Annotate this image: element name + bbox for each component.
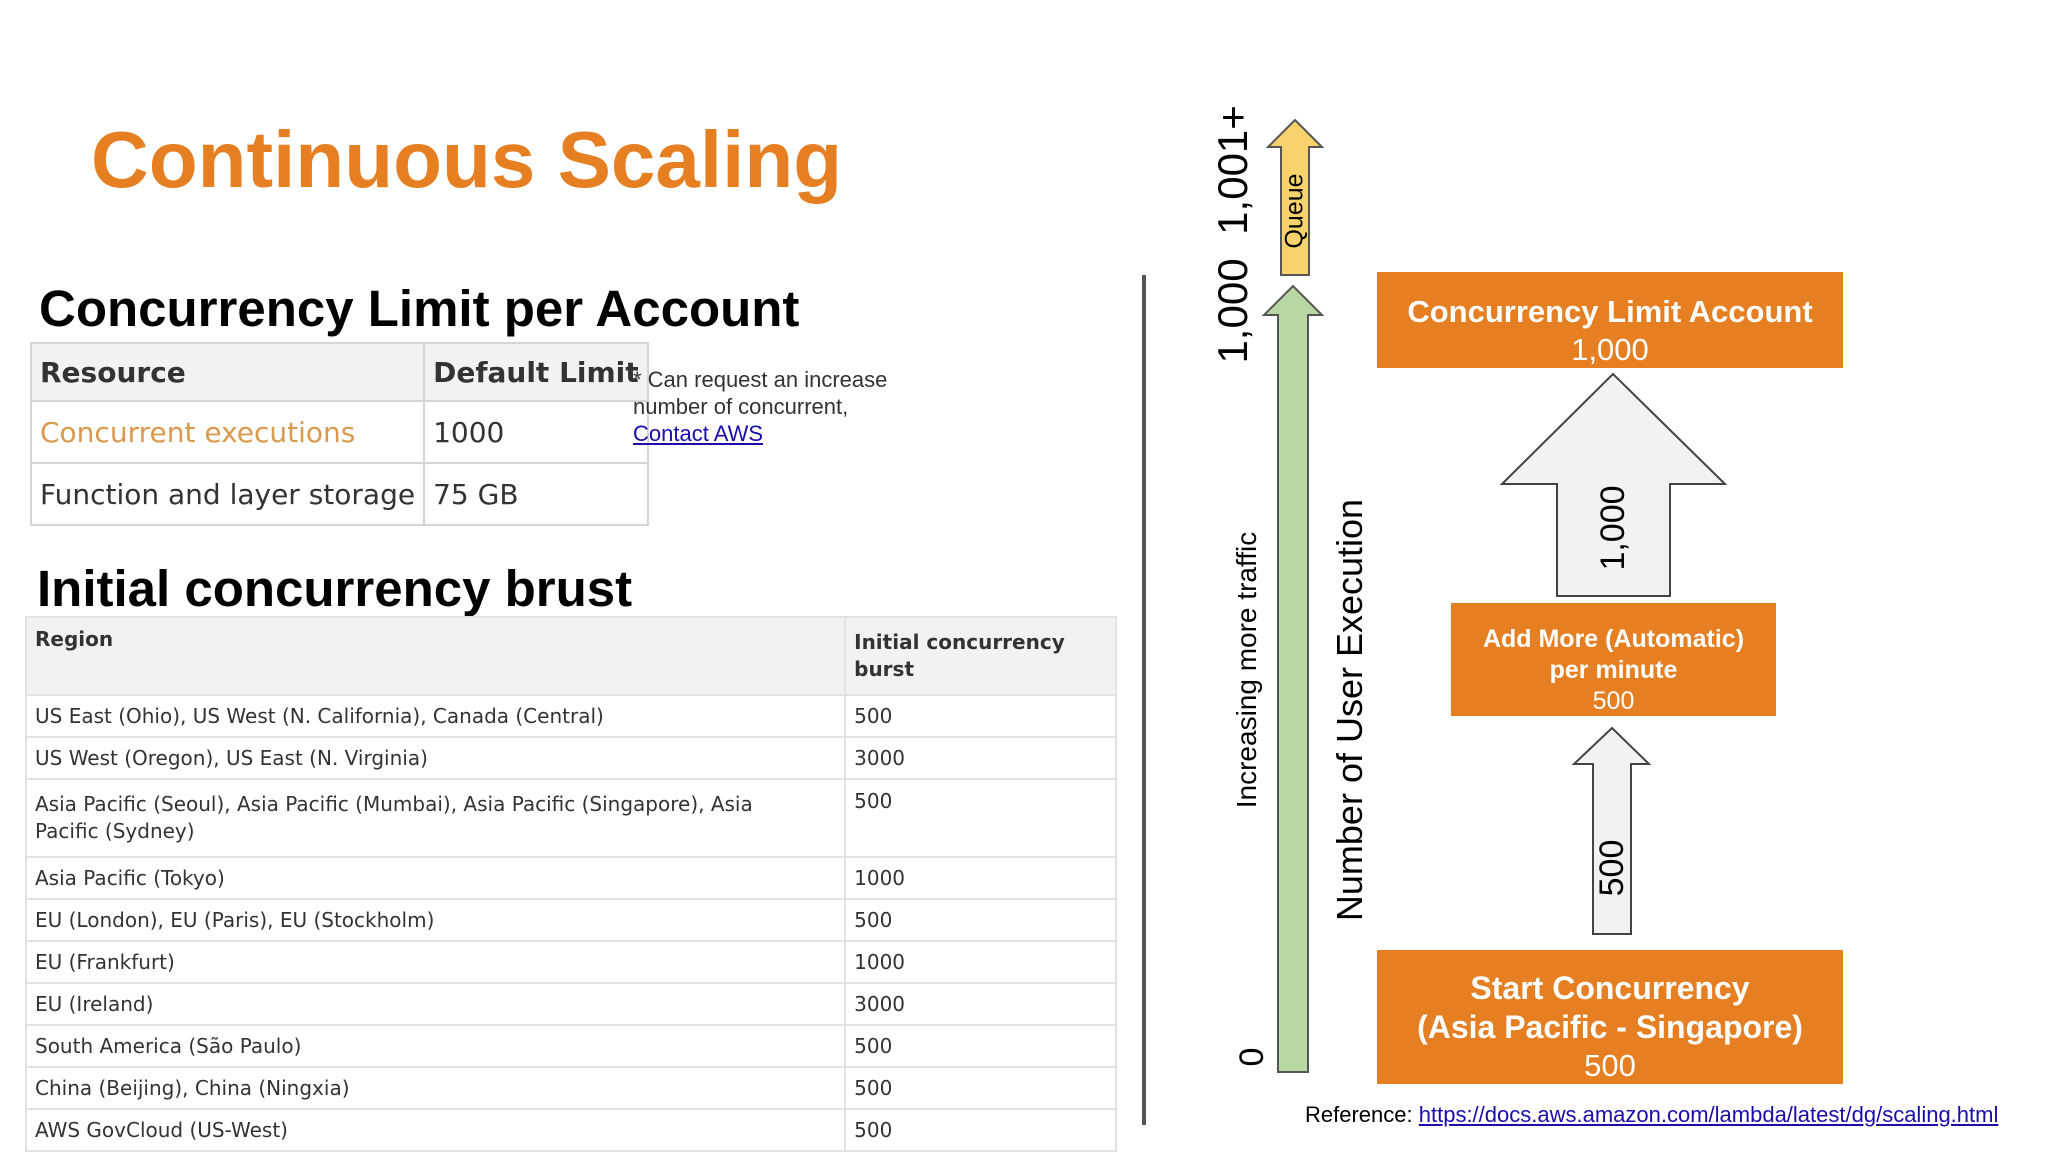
table-cell: 1000 — [845, 941, 1116, 983]
user-execution-label: Number of User Execution — [1329, 498, 1370, 922]
table-cell: US East (Ohio), US West (N. California), Canada (Central) — [26, 695, 845, 737]
note-line: number of concurrent, — [633, 394, 849, 419]
box-value: 1,000 — [1571, 332, 1649, 367]
start-concurrency-box — [1377, 950, 1843, 1084]
axis-label-mid: 1,000 — [1209, 258, 1256, 364]
box-title: per minute — [1549, 656, 1678, 684]
box-value: 500 — [1584, 1048, 1636, 1083]
axis-label-zero: 0 — [1233, 1047, 1271, 1067]
box-title: Start Concurrency — [1470, 970, 1750, 1006]
table-cell: 75 GB — [424, 463, 648, 525]
column-header: Default Limit — [424, 343, 648, 401]
table-cell: EU (Ireland) — [26, 983, 845, 1025]
table-cell: 500 — [845, 1067, 1116, 1109]
table-cell: 1000 — [845, 857, 1116, 899]
table-cell: Function and layer storage — [31, 463, 424, 525]
big-arrow-label: 1,000 — [1594, 485, 1632, 571]
table-cell: US West (Oregon), US East (N. Virginia) — [26, 737, 845, 779]
box-value: 500 — [1592, 687, 1635, 715]
reference-link[interactable]: https://docs.aws.amazon.com/lambda/latest/dg/scaling.html — [1418, 1102, 1999, 1127]
small-arrow-label: 500 — [1593, 839, 1631, 897]
table-cell: China (Beijing), China (Ningxia) — [26, 1067, 845, 1109]
table-cell: Asia Pacific (Tokyo) — [26, 857, 845, 899]
table-cell: 500 — [845, 1109, 1116, 1151]
table-cell: 500 — [845, 1025, 1116, 1067]
box-title: (Asia Pacific - Singapore) — [1417, 1009, 1803, 1045]
traffic-arrow — [1264, 286, 1322, 1072]
table-cell: 500 — [845, 695, 1116, 737]
table-cell: South America (São Paulo) — [26, 1025, 845, 1067]
reference-label: Reference: — [1305, 1102, 1413, 1127]
box-title: Add More (Automatic) — [1482, 625, 1745, 653]
reference-line — [1305, 1102, 1998, 1128]
column-header: Region — [26, 617, 845, 695]
table-cell: Asia Pacific (Seoul), Asia Pacific (Mumbai), Asia Pacific (Singapore), Asia Pacific (Sydney) — [26, 779, 845, 857]
concurrency-limit-box — [1377, 272, 1843, 368]
table-cell: 500 — [845, 779, 1116, 857]
traffic-label: Increasing more traffic — [1231, 531, 1262, 809]
table-cell: 500 — [845, 899, 1116, 941]
page-title: Continuous Scaling — [91, 115, 843, 204]
contact-aws-link[interactable]: Contact AWS — [633, 421, 764, 446]
add-more-box — [1451, 603, 1776, 716]
box-title: Concurrency Limit Account — [1407, 294, 1813, 329]
section-heading-limit: Concurrency Limit per Account — [39, 280, 800, 337]
table-cell: 3000 — [845, 983, 1116, 1025]
section-heading-burst: Initial concurrency brust — [37, 560, 633, 617]
table-cell[interactable]: Concurrent executions — [31, 401, 424, 463]
queue-label: Queue — [1280, 173, 1309, 249]
axis-label-top: 1,001+ — [1209, 105, 1256, 235]
table-cell: 1000 — [424, 401, 648, 463]
table-cell: AWS GovCloud (US-West) — [26, 1109, 845, 1151]
table-cell: EU (London), EU (Paris), EU (Stockholm) — [26, 899, 845, 941]
column-header: Initial concurrency burst — [845, 617, 1116, 695]
note-line: * Can request an increase — [633, 367, 888, 392]
table-cell: EU (Frankfurt) — [26, 941, 845, 983]
table-cell: 3000 — [845, 737, 1116, 779]
small-up-arrow — [1574, 728, 1649, 934]
column-header: Resource — [31, 343, 424, 401]
